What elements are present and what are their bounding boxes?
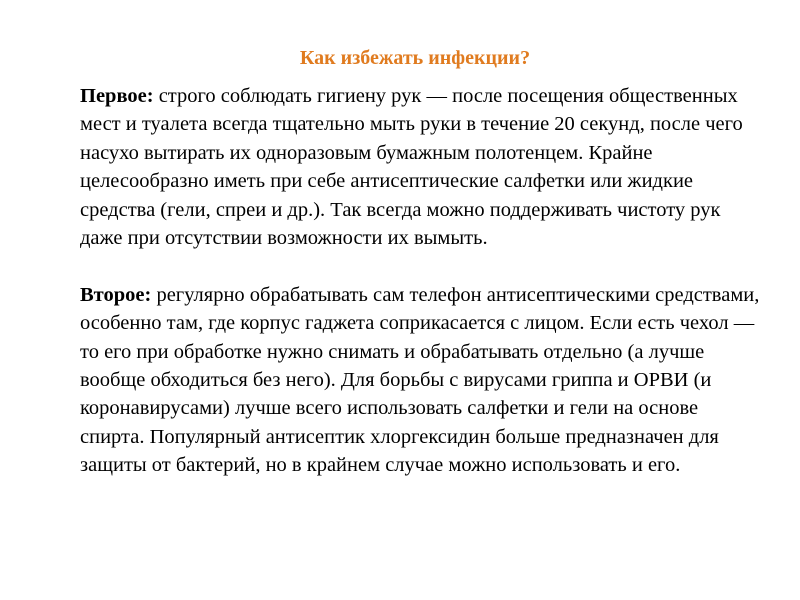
slide-body xyxy=(80,82,760,480)
paragraph-first xyxy=(80,82,760,252)
paragraph-second-text: регулярно обрабатывать сам телефон антисептическими средствами, особенно там, где корпус гаджета соприкасается с лицом. Если есть чехол — то его при обработке нужно снимать и обрабатывать отдельно (а лучше вообще обходиться без него). Для борьбы с вирусами гриппа и ОРВИ (и коронавирусами) лучше всего использовать салфетки и гели на основе спирта. Популярный антисептик хлоргексидин больше предназначен для защиты от бактерий, но в крайнем случае можно использовать и его. xyxy=(80,283,760,477)
paragraph-second-lead: Второе: xyxy=(80,283,152,306)
slide-title: Как избежать инфекции? xyxy=(299,47,531,69)
paragraph-second xyxy=(80,281,760,480)
paragraph-first-lead: Первое: xyxy=(80,85,154,107)
paragraph-first-text: строго соблюдать гигиену рук — после посещения общественных мест и туалета всегда тщательно мыть руки в течение 20 секунд, после чего насухо вытирать их одноразовым бумажным полотенцем. Крайне целесообразно иметь при себе антисептические салфетки или жидкие средства (гели, спреи и др.). Так всегда можно поддерживать чистоту рук даже при отсутствии возможности их вымыть. xyxy=(80,85,743,250)
